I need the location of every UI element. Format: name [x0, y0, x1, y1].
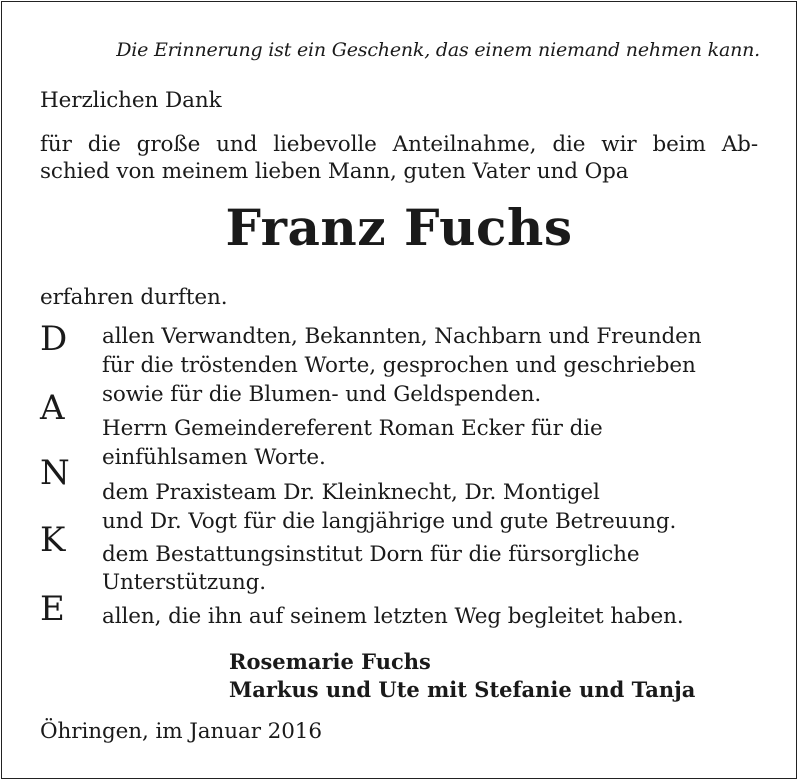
greeting: Herzlichen Dank	[40, 88, 222, 113]
after-name-text: erfahren durften.	[40, 285, 228, 310]
obituary-notice	[1, 1, 797, 779]
thanks-line-5: einfühlsamen Worte.	[102, 445, 326, 470]
motto-quote: Die Erinnerung ist ein Geschenk, das einem niemand nehmen kann.	[116, 39, 760, 61]
signature-line-1: Rosemarie Fuchs	[229, 649, 431, 674]
danke-letter-n: N	[40, 453, 70, 493]
signature-line-2: Markus und Ute mit Stefanie und Tanja	[229, 677, 696, 702]
danke-letter-k: K	[40, 520, 66, 560]
deceased-name: Franz Fuchs	[225, 198, 573, 257]
danke-letter-a: A	[40, 388, 65, 428]
thanks-line-7: und Dr. Vogt für die langjährige und gute Betreuung.	[102, 509, 677, 534]
thanks-line-9: Unterstützung.	[102, 570, 266, 595]
danke-letter-d: D	[40, 319, 68, 359]
thanks-line-3: sowie für die Blumen- und Geldspenden.	[102, 382, 542, 407]
intro-line-2: schied von meinem lieben Mann, guten Vater und Opa	[40, 159, 629, 184]
place-date: Öhringen, im Januar 2016	[40, 719, 322, 744]
intro-line-1: für die große und liebevolle Anteilnahme, die wir beim Ab-	[40, 132, 758, 157]
thanks-line-4: Herrn Gemeindereferent Roman Ecker für die	[102, 416, 603, 441]
danke-letter-e: E	[40, 589, 65, 629]
thanks-line-2: für die tröstenden Worte, gesprochen und geschrieben	[102, 353, 696, 378]
thanks-line-1: allen Verwandten, Bekannten, Nachbarn und Freunden	[102, 324, 702, 349]
thanks-line-6: dem Praxisteam Dr. Kleinknecht, Dr. Montigel	[102, 480, 600, 505]
thanks-line-10: allen, die ihn auf seinem letzten Weg begleitet haben.	[102, 604, 684, 629]
thanks-line-8: dem Bestattungsinstitut Dorn für die fürsorgliche	[102, 542, 640, 567]
